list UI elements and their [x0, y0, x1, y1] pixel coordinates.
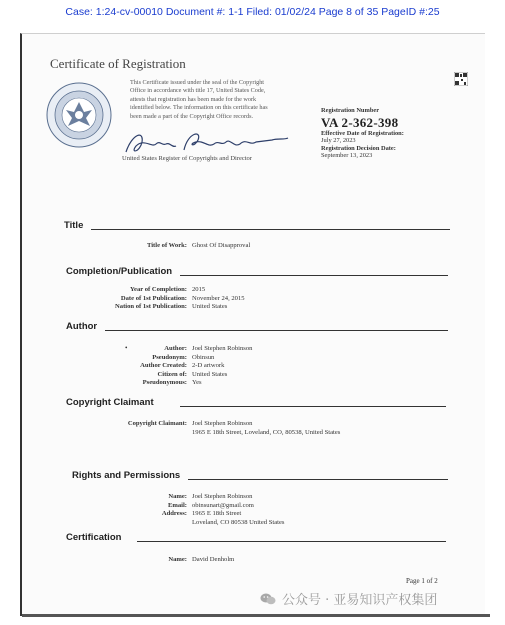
field-row: Year of Completion: 2015 [129, 286, 206, 293]
section-title-heading: Title [64, 220, 450, 231]
certificate-title: Certificate of Registration [50, 56, 186, 71]
effective-date: July 27, 2023 [321, 137, 356, 144]
field-row: 1965 E 18th Street, Loveland, CO, 80538, United States [192, 428, 341, 436]
watermark [260, 589, 437, 608]
section-certification-heading: Certification [66, 532, 446, 543]
field-row: Date of 1st Publication: November 24, 2015 [120, 294, 245, 302]
field-row: Citizen of: United States [157, 370, 228, 378]
registration-number-label: Registration Number [321, 107, 380, 114]
decision-date: September 13, 2023 [321, 152, 373, 159]
author-bullet: • [125, 344, 128, 352]
certificate-page [20, 33, 485, 616]
case-header: Case: 1:24-cv-00010 Document #: 1-1 Filed: 01/02/24 Page 8 of 35 PageID #:25 [65, 6, 440, 18]
field-row: Address: 1965 E 18th Street [161, 510, 242, 518]
certificate-intro: This Certificate issued under the seal of the Copyright Office in accordance with title 17, United States Code, attests that registration has been made for the work identified below. The information on this certificate has been made a part of the Copyright Office records. [130, 79, 268, 120]
field-row: Name: David Denholm [168, 556, 235, 563]
field-row: Nation of 1st Publication: United States [115, 303, 228, 311]
field-row: Author Created: 2-D artwork [140, 362, 225, 370]
copyright-office-seal-icon [46, 82, 112, 148]
page-number: Page 1 of 2 [406, 577, 438, 585]
watermark-text: 公众号 · 亚易知识产权集团 [282, 593, 438, 608]
certification-fields [92, 556, 234, 565]
qr-code-icon [454, 72, 468, 86]
field-row: Copyright Claimant: Joel Stephen Robinson [127, 420, 253, 427]
field-row: Author: Joel Stephen Robinson [164, 345, 253, 352]
page-edge-shadow [22, 614, 490, 617]
effective-date-label: Effective Date of Registration: [321, 129, 404, 137]
decision-date-label: Registration Decision Date: [321, 144, 396, 152]
register-of-copyrights-line: United States Register of Copyrights and Director [122, 155, 252, 162]
rights-fields [92, 493, 284, 527]
registration-number: VA 2-362-398 [321, 114, 399, 130]
section-author-heading: Author [66, 321, 448, 332]
field-row: Loveland, CO 80538 United States [192, 518, 285, 526]
field-row: Name: Joel Stephen Robinson [168, 493, 253, 500]
field-row: Pseudonym: Obinsun [152, 353, 215, 361]
section-claimant-heading: Copyright Claimant [66, 397, 446, 408]
title-of-work: Ghost Of Disapproval [192, 242, 251, 249]
title-fields [92, 242, 250, 251]
section-rights-heading: Rights and Permissions [72, 470, 448, 481]
field-row: Email: obinsunart@gmail.com [167, 501, 254, 509]
claimant-fields [92, 420, 340, 437]
author-fields [92, 345, 252, 388]
section-completion-heading: Completion/Publication [66, 266, 448, 277]
field-row: Pseudonymous: Yes [142, 379, 202, 387]
field-row: Title of Work: Ghost Of Disapproval [146, 242, 251, 249]
completion-fields [92, 286, 245, 312]
wechat-icon [260, 592, 276, 606]
signature [122, 126, 292, 158]
registration-block [321, 107, 471, 160]
